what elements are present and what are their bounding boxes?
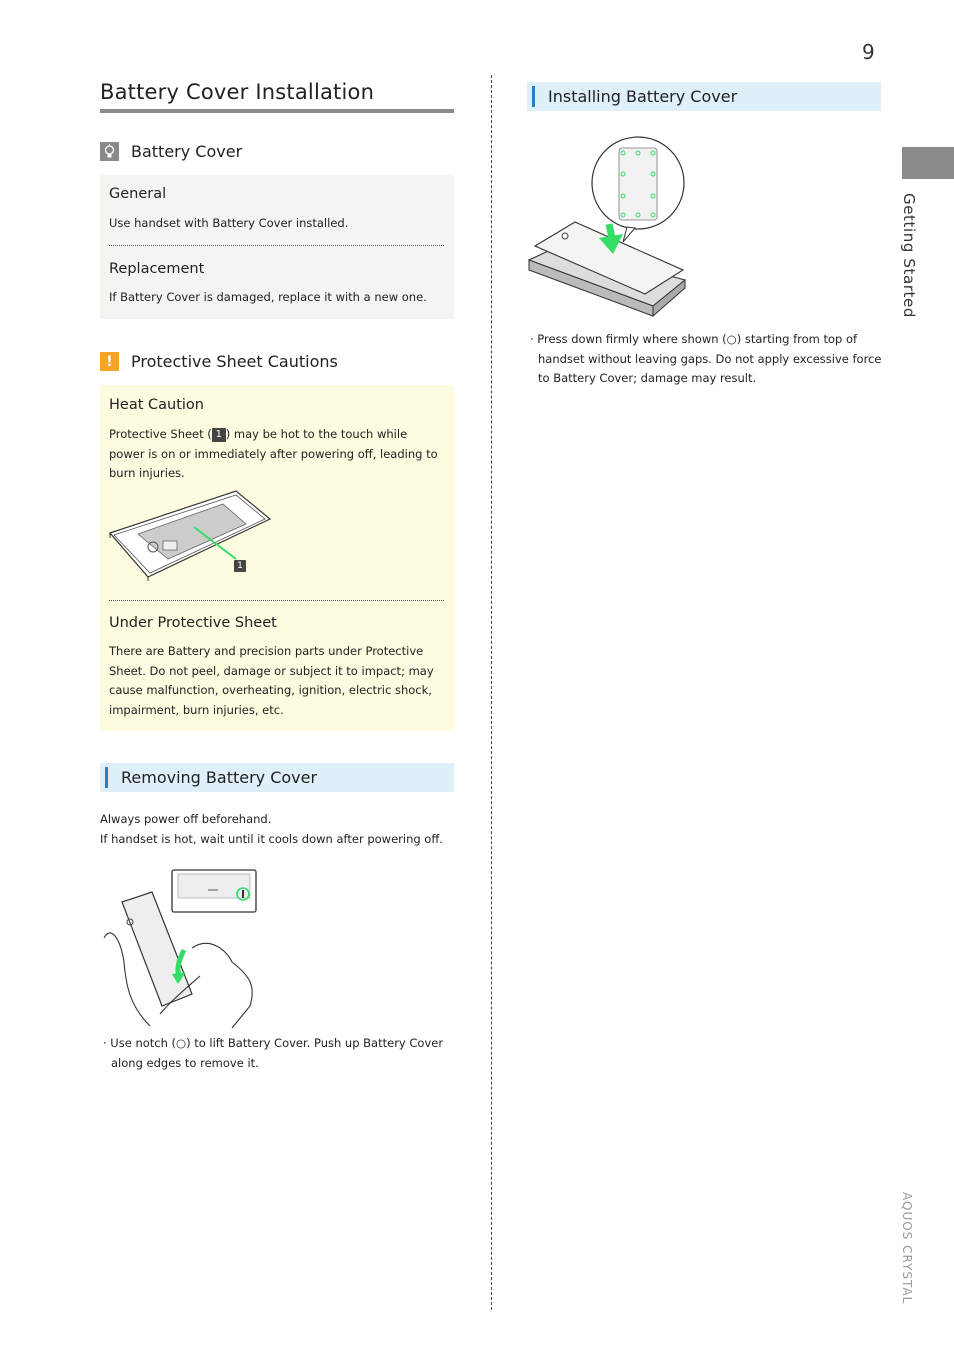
callout-badge-figure: 1 xyxy=(234,560,246,572)
installing-bullet xyxy=(530,330,894,389)
under-sheet-line: cause malfunction, overheating, ignition, electric shock, xyxy=(109,683,432,697)
under-sheet-line: There are Battery and precision parts under Protective xyxy=(109,644,424,658)
installing-heading-text: Installing Battery Cover xyxy=(548,87,738,106)
removing-bullet-line: · Use notch (○) to lift Battery Cover. Push up Battery Cover xyxy=(103,1036,444,1050)
installing-bullet-line: to Battery Cover; damage may result. xyxy=(538,371,757,385)
protective-heading xyxy=(100,352,338,371)
page-title: Battery Cover Installation xyxy=(100,80,454,113)
installing-heading xyxy=(527,82,881,111)
protective-sheet-illustration xyxy=(108,489,273,581)
page-number: 9 xyxy=(862,40,875,64)
heat-caution-title: Heat Caution xyxy=(109,397,204,413)
box-separator xyxy=(109,600,444,601)
column-divider xyxy=(491,75,492,1310)
heat-caution-text xyxy=(109,425,449,484)
general-title: General xyxy=(109,186,167,202)
general-text: Use handset with Battery Cover installed. xyxy=(109,216,349,230)
installing-bullet-line: · Press down firmly where shown (○) starting from top of xyxy=(530,332,858,346)
heat-text-part: burn injuries. xyxy=(109,466,185,480)
under-sheet-text xyxy=(109,642,449,720)
brand-label: AQUOS CRYSTAL xyxy=(900,1192,914,1305)
removing-intro-line: If handset is hot, wait until it cools down after powering off. xyxy=(100,832,443,846)
battery-cover-box xyxy=(100,175,454,319)
battery-cover-heading xyxy=(100,142,242,161)
heat-text-part: power is on or immediately after powering off, leading to xyxy=(109,446,438,461)
heading-accent-bar xyxy=(105,767,108,788)
under-sheet-line: impairment, burn injuries, etc. xyxy=(109,702,284,717)
lightbulb-icon xyxy=(100,142,119,161)
installing-bullet-line: handset without leaving gaps. Do not apply excessive force xyxy=(538,351,882,366)
installing-cover-illustration xyxy=(527,134,689,320)
callout-badge: 1 xyxy=(212,428,226,442)
heat-text-part: Protective Sheet ( xyxy=(109,427,212,441)
removing-bullet-line: along edges to remove it. xyxy=(111,1055,259,1070)
heading-accent-bar xyxy=(532,86,535,107)
protective-box xyxy=(100,385,454,731)
under-sheet-title: Under Protective Sheet xyxy=(109,615,277,631)
box-separator xyxy=(109,245,444,246)
removing-heading-text: Removing Battery Cover xyxy=(121,768,318,787)
battery-cover-heading-text: Battery Cover xyxy=(131,142,243,161)
replacement-text: If Battery Cover is damaged, replace it with a new one. xyxy=(109,290,427,304)
chapter-label: Getting Started xyxy=(900,193,918,318)
replacement-title: Replacement xyxy=(109,261,205,277)
warning-icon: ! xyxy=(100,352,119,371)
heat-text-part: ) may be hot to the touch while xyxy=(225,427,408,441)
under-sheet-line: Sheet. Do not peel, damage or subject it to impact; may xyxy=(109,663,434,678)
removing-cover-illustration xyxy=(100,866,262,1030)
removing-intro-line: Always power off beforehand. xyxy=(100,812,272,826)
removing-intro xyxy=(100,809,460,849)
removing-heading xyxy=(100,763,454,792)
chapter-tab xyxy=(902,147,954,179)
removing-bullet xyxy=(103,1034,467,1073)
protective-heading-text: Protective Sheet Cautions xyxy=(131,352,338,371)
